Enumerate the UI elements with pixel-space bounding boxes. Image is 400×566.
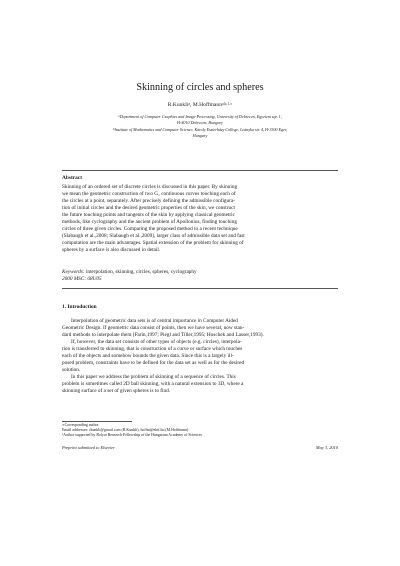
affiliation-line [84, 120, 316, 125]
affiliation-line [84, 133, 316, 138]
paragraph-line: tion is transferred to skinning, that is construction of a curve or surface which touches [62, 346, 243, 352]
paragraph-line: problem is sometimes called 2D ball skinning, with a natural extension to 3D, where a [62, 381, 244, 387]
page-footer [62, 445, 338, 451]
author-line [0, 102, 400, 109]
section-heading: 1. Introduction [62, 304, 97, 310]
abstract-line: circles of three given circles. Comparing the proposed method to a recent technique [62, 226, 238, 232]
abstract-line: tion of initial circles and the desired geometric properties of the skin, we construct [62, 205, 235, 211]
paragraph-line: In this paper we address the problem of skinning of a sequence of circles. This [71, 374, 236, 380]
keywords-text: interpolation, skinning, circles, spheres, cyclography [85, 269, 197, 275]
affiliation-mark: a [118, 113, 120, 118]
paragraph-line: Geometric Design. If geometric data consist of points, then we have several, now stan- [62, 325, 245, 331]
paragraph-line: Interpolation of geometric data sets is of central importance in Computer Aided [71, 318, 238, 324]
footnote-rule [62, 421, 132, 422]
paper-title: Skinning of circles and spheres [136, 82, 264, 93]
keywords-label: Keywords: [62, 269, 85, 275]
abstract-line: spheres by a surface is also discussed in detail. [62, 247, 161, 253]
author-name: M.Hoffmann [192, 102, 222, 108]
abstract-top-rule [62, 170, 338, 171]
footer-date: May 3, 2010 [315, 445, 338, 450]
abstract-line: computation are the main advantages. Spatial extension of the problem for skinning of [62, 240, 244, 246]
author-name: R.Kunkli [167, 102, 189, 108]
keywords-line [62, 269, 338, 276]
abstract-line: the circles at a point, separately. After precisely defining the admissible configura- [62, 198, 235, 204]
affiliation-mark: b [112, 126, 115, 131]
footer-preprint-note: Preprint submitted to Elsevier [62, 445, 115, 450]
author-separator: , [189, 102, 193, 108]
affiliation-text: Department of Computer Graphics and Image Processing, University of Debrecen, Egyetem sqr. 1, [119, 114, 282, 119]
affiliation-text: Hungary [192, 133, 208, 138]
paragraph-line: solution. [62, 367, 81, 373]
footnote: ¹Author supported by Bolyai Research Fellowship of the Hungarian Academy of Sciences [62, 433, 203, 437]
paragraph-line: posed problem, constraints have to be defined for the data set as well as for the desired [62, 360, 245, 366]
abstract-heading: Abstract [62, 175, 83, 181]
abstract-line: Skinning of an ordered set of discrete circles is discussed in this paper. By skinning [62, 184, 238, 190]
affiliation-line [84, 114, 316, 119]
affiliation-text: Institute of Mathematics and Computer Science, Károly Eszterházy College, Leányka str. 4, H-3300 Eger, [114, 127, 288, 132]
affiliation-text: H-4010 Debrecen, Hungary [177, 120, 223, 125]
affiliation-line [84, 127, 316, 132]
abstract-line: (Slabaugh et al.,2008; Slabaugh et al.,2009), larger class of admissible data set and fast [62, 233, 245, 239]
paragraph-line: skinning surface of a set of given spheres is to find. [62, 388, 171, 394]
paragraph-line: dard methods to interpolate them (Farin,1997; Piegl and Tiller,1995; Hoschek and Lasser,1993). [62, 332, 264, 338]
author-superscript: a,b,1,∗ [222, 102, 233, 106]
author-superscript: a [188, 102, 190, 106]
abstract-line: we mean the geometric construction of two G₁ continuous curves touching each of [62, 191, 236, 197]
msc-line: 2000 MSC: 68U05 [62, 276, 102, 282]
footnote: ∗Corresponding author [62, 423, 99, 427]
abstract-line: the future touching points and tangents of the skin by applying classical geometric [62, 212, 235, 218]
abstract-line: methods, like cyclography and the ancient problem of Apollonius, finding touching [62, 219, 237, 225]
footnote: Email addresses: rkunkli@gmail.com (R.Kunkli), hoffm@ektf.hu (M.Hoffmann) [62, 428, 189, 432]
paragraph-line: each of the objects and somehow bounds the given data. Since this is a largely ill- [62, 353, 234, 359]
abstract-bottom-rule [62, 288, 338, 289]
paragraph-line: If, however, the data set consists of other types of objects (e.g. circles), interpola- [71, 339, 242, 345]
